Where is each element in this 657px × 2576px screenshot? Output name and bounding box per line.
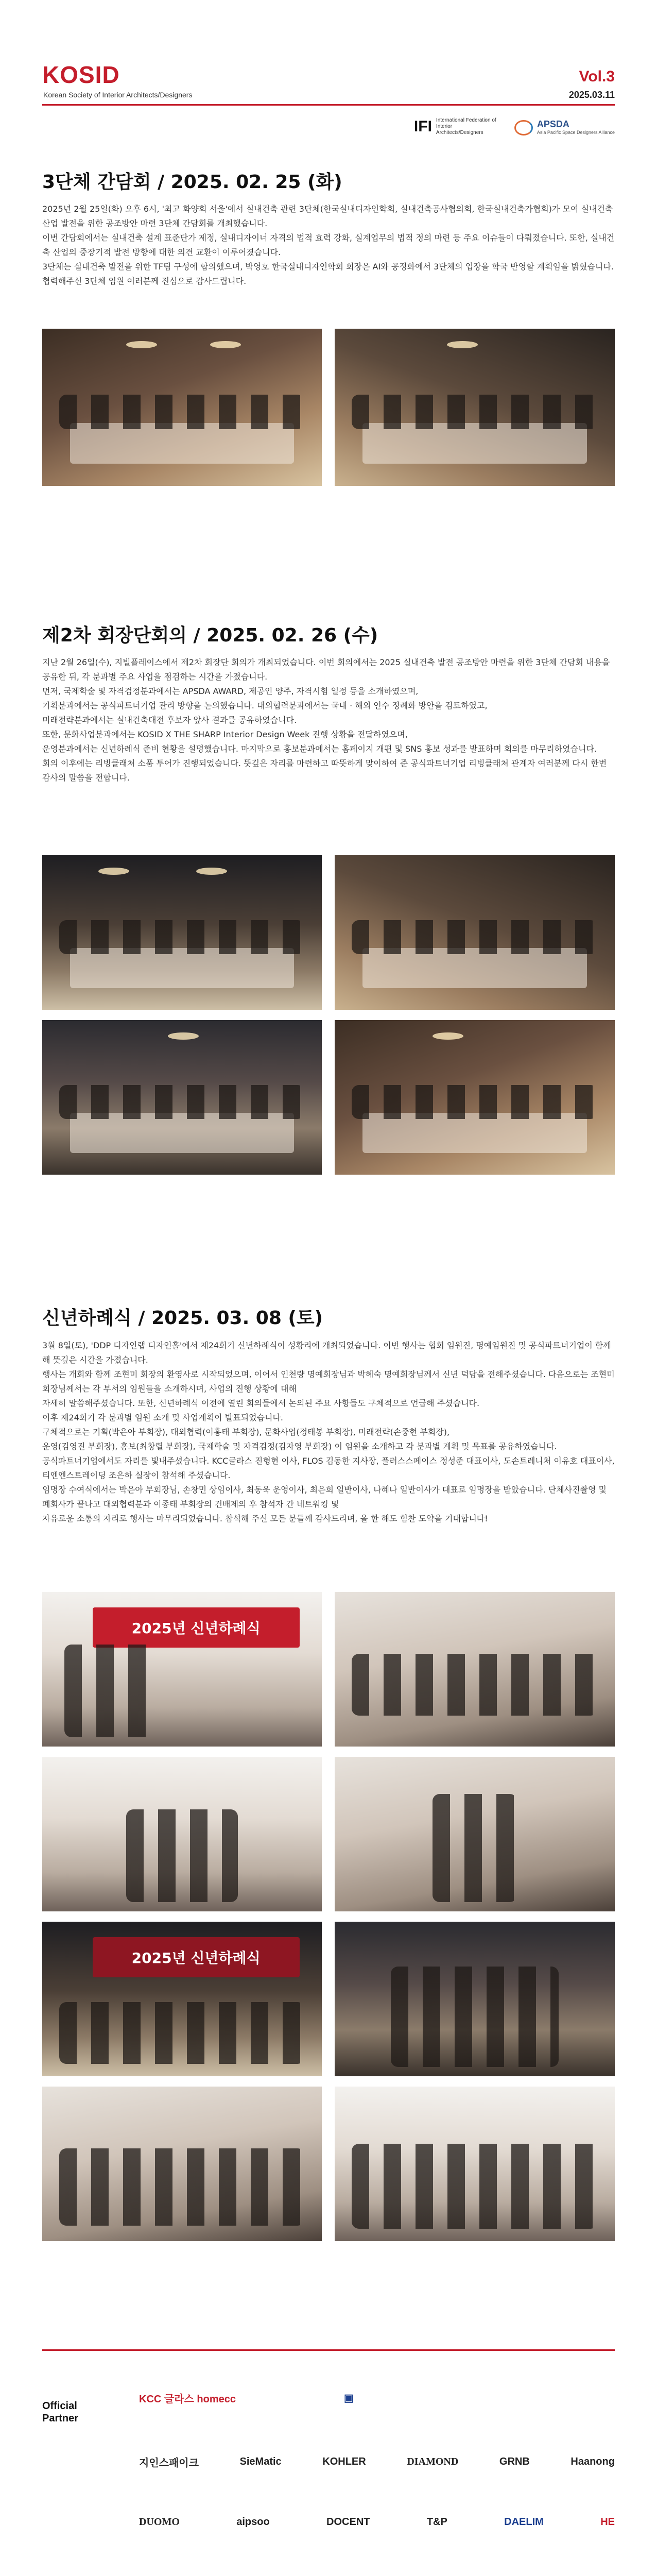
event-photo [335,2087,615,2241]
event-photo: 2025년 신년하례식 [42,1922,322,2076]
section-divider [42,2349,615,2351]
section-body: 3월 8일(토), 'DDP 디자인랩 디자인홀'에서 제24회기 신년하례식이 성황리에 개최되었습니다. 이번 행사는 협회 임원진, 명예임원진 및 공식파트너기업이 함께해 뜻깊은 시간을 가졌습니다. 행사는 개회와 함께 조현미 회장의 환영사로 시작되었으며, 이어서 인천량 명예회장님과 박혜숙 명예회장님께서 신년 덕담을 전해주셨습니다. 다음으로는 조현미 회장님께서는 각 부서의 임원들을 소개하시며, 사업의 진행 상황에 대해 자세히 말씀해주셨습니다. 또한, 신년하례식 이전에 열린 회의들에서 논의된 주요 사항들도 구체적으로 언급해 주셨습니다. 이후 제24회기 각 분과별 임원 소개 및 사업계획이 발표되었습니다. 구체적으로는 기획(박은아 부회장), 대외협력(이홍태 부회장), 문화사업(정태봉 부회장), 미래전략(손중현 부회장), 운영(김영진 부회장), 홍보(최창렬 부회장), 국제학술 및 자격검정(김자영 부회장) 이 임원을 소개하고 각 분과별 계획 및 목표를 공유하였습니다. 공식파트너기업에서도 자리를 빛내주셨습니다. KCC글라스 진형현 이사, FLOS 김동한 지사장, 플러스스페이스 정성준 대표이사, 도손트레니처 이유호 대표이사, 티엔엔스트레이딩 조은하 실장이 참석해 주셨습니다. 임명장 수여식에서는 박은아 부회장님, 손창민 상임이사, 최동욱 운영이사, 최은희 일반이사, 나혜나 일반이사가 대표로 임명장을 받았습니다. 단체사진촬영 및 폐회사가 끝나고 대외협력분과 이종태 부회장의 건배제의 후 참석자 간 네트워킹 및 자유로운 소통의 자리로 행사는 마무리되었습니다. 참석해 주신 모든 분들께 감사드리며, 올 한 해도 힘찬 도약을 기대합니다! [42,1341,615,1523]
section-title: 제2차 회장단회의 / 2025. 02. 26 (수) [42,625,378,646]
partner-logo: KOHLER [322,2456,366,2467]
section-title: 3단체 간담회 / 2025. 02. 25 (화) [42,172,342,193]
partner-logo: 지인스패이크 [139,2458,199,2469]
event-photo [42,1020,322,1175]
event-photo [335,1757,615,1911]
partner-logo: DOCENT [326,2516,370,2528]
partner-logo: DIAMOND [407,2456,459,2467]
ifi-logo: IFI International Federation of Interior Architects/Designers [413,117,496,135]
event-photo [42,329,322,486]
partner-logo: ▣ [344,2393,354,2404]
section-title: 신년하례식 / 2025. 03. 08 (토) [42,1308,323,1329]
partner-logo: KCC 글라스 homecc [139,2394,236,2405]
partner-logo: T&P [426,2516,447,2528]
section-body: 지난 2월 26일(수), 지빌플레이스에서 제2차 회장단 회의가 개최되었습니다. 이번 회의에서는 2025 실내건축 발전 공조방안 마련을 위한 3단체 간담회 내용을 공유한 뒤, 각 분과별 주요 사업을 점검하는 시간을 가졌습니다. 먼저, 국제학술 및 자격검정분과에서는 APSDA AWARD, 제공인 양주, 자격시험 일정 등을 소개하였으며, 기획분과에서는 공식파트너기업 관리 방향을 논의했습니다. 대외협력분과에서는 국내 · 해외 언수 정례화 방안을 검토하였고, 미래전략분과에서는 실내건축대전 후보자 앞사 결과를 공유하였습니다. 또한, 문화사업분과에서는 KOSID X THE SHARP Interior Design Week 진행 상황을 전달하였으며, 운영분과에서는 신년하례식 준비 현황을 설명했습니다. 마지막으로 홍보분과에서는 홈페이지 개편 및 SNS 홍보 성과를 발표하며 회의를 마무리하였습니다. 회의 이후에는 리빙클래쳐 소품 투어가 진행되었습니다. 뜻깊은 자리를 마련하고 따뜻하게 맞이하여 준 공식파트너기업 리빙클래쳐 관계자 여러분께 다시 한번 감사의 말씀을 전합니다. [42,657,610,783]
event-photo [42,1592,322,1747]
apsda-logo: APSDA Asia Pacific Space Designers Alliance [512,119,615,135]
section-body: 2025년 2월 25일(화) 오후 6시, '최고 화양회 서울'에서 실내건축 관련 3단체(한국실내디자인학회, 실내건축공사협의회, 한국실내건축가협회)가 모여 실내건축 산업 발전을 위한 공조방안 마련 3단체 간담회를 개최했습니다. 이번 간담회에서는 실내건축 설계 표준단가 제정, 실내디자이너 자격의 법적 효력 강화, 실계업무의 법적 정의 마련 등 주요 이슈들이 다뤄졌습니다. 또한, 실내건축 산업의 중장기적 발전 방향에 대한 의견 교환이 이루어졌습니다. 3단체는 실내건축 발전을 위한 TF팀 구성에 합의했으며, 박영호 한국실내디자인학회 회장은 AI와 공정화에서 3단체의 입장을 학국 반영할 계획임을 밝혔습니다. 협력해주신 3단체 임원 여러분께 진심으로 감사드립니다. [42,204,615,286]
apsda-icon [512,119,534,134]
org-name: Korean Society of Interior Architects/Designers [43,91,193,99]
event-photo [42,2087,322,2241]
issue-date: 2025.03.11 [568,90,615,100]
partner-logo: Haanong [570,2456,615,2467]
volume-number: Vol.3 [579,68,615,85]
event-photo [335,1922,615,2076]
partner-logo: HE [600,2516,615,2528]
affiliation-logos [414,117,615,136]
event-banner: 2025년 신년하례식 [93,1607,300,1648]
header-divider [42,104,615,106]
partner-logo: aipsoo [236,2516,270,2528]
partner-logo: DAELIM [504,2516,544,2528]
kosid-logo: KOSID [42,61,120,88]
event-photo [335,329,615,486]
event-photo [42,855,322,1010]
partner-logo: SieMatic [239,2456,282,2467]
event-photo [42,1757,322,1911]
event-photo [335,1592,615,1747]
event-photo [335,855,615,1010]
partner-logo: DUOMO [139,2516,180,2528]
partner-logo: GRNB [499,2456,530,2467]
event-photo [335,1020,615,1175]
official-partner-label: Official Partner [42,2400,79,2424]
